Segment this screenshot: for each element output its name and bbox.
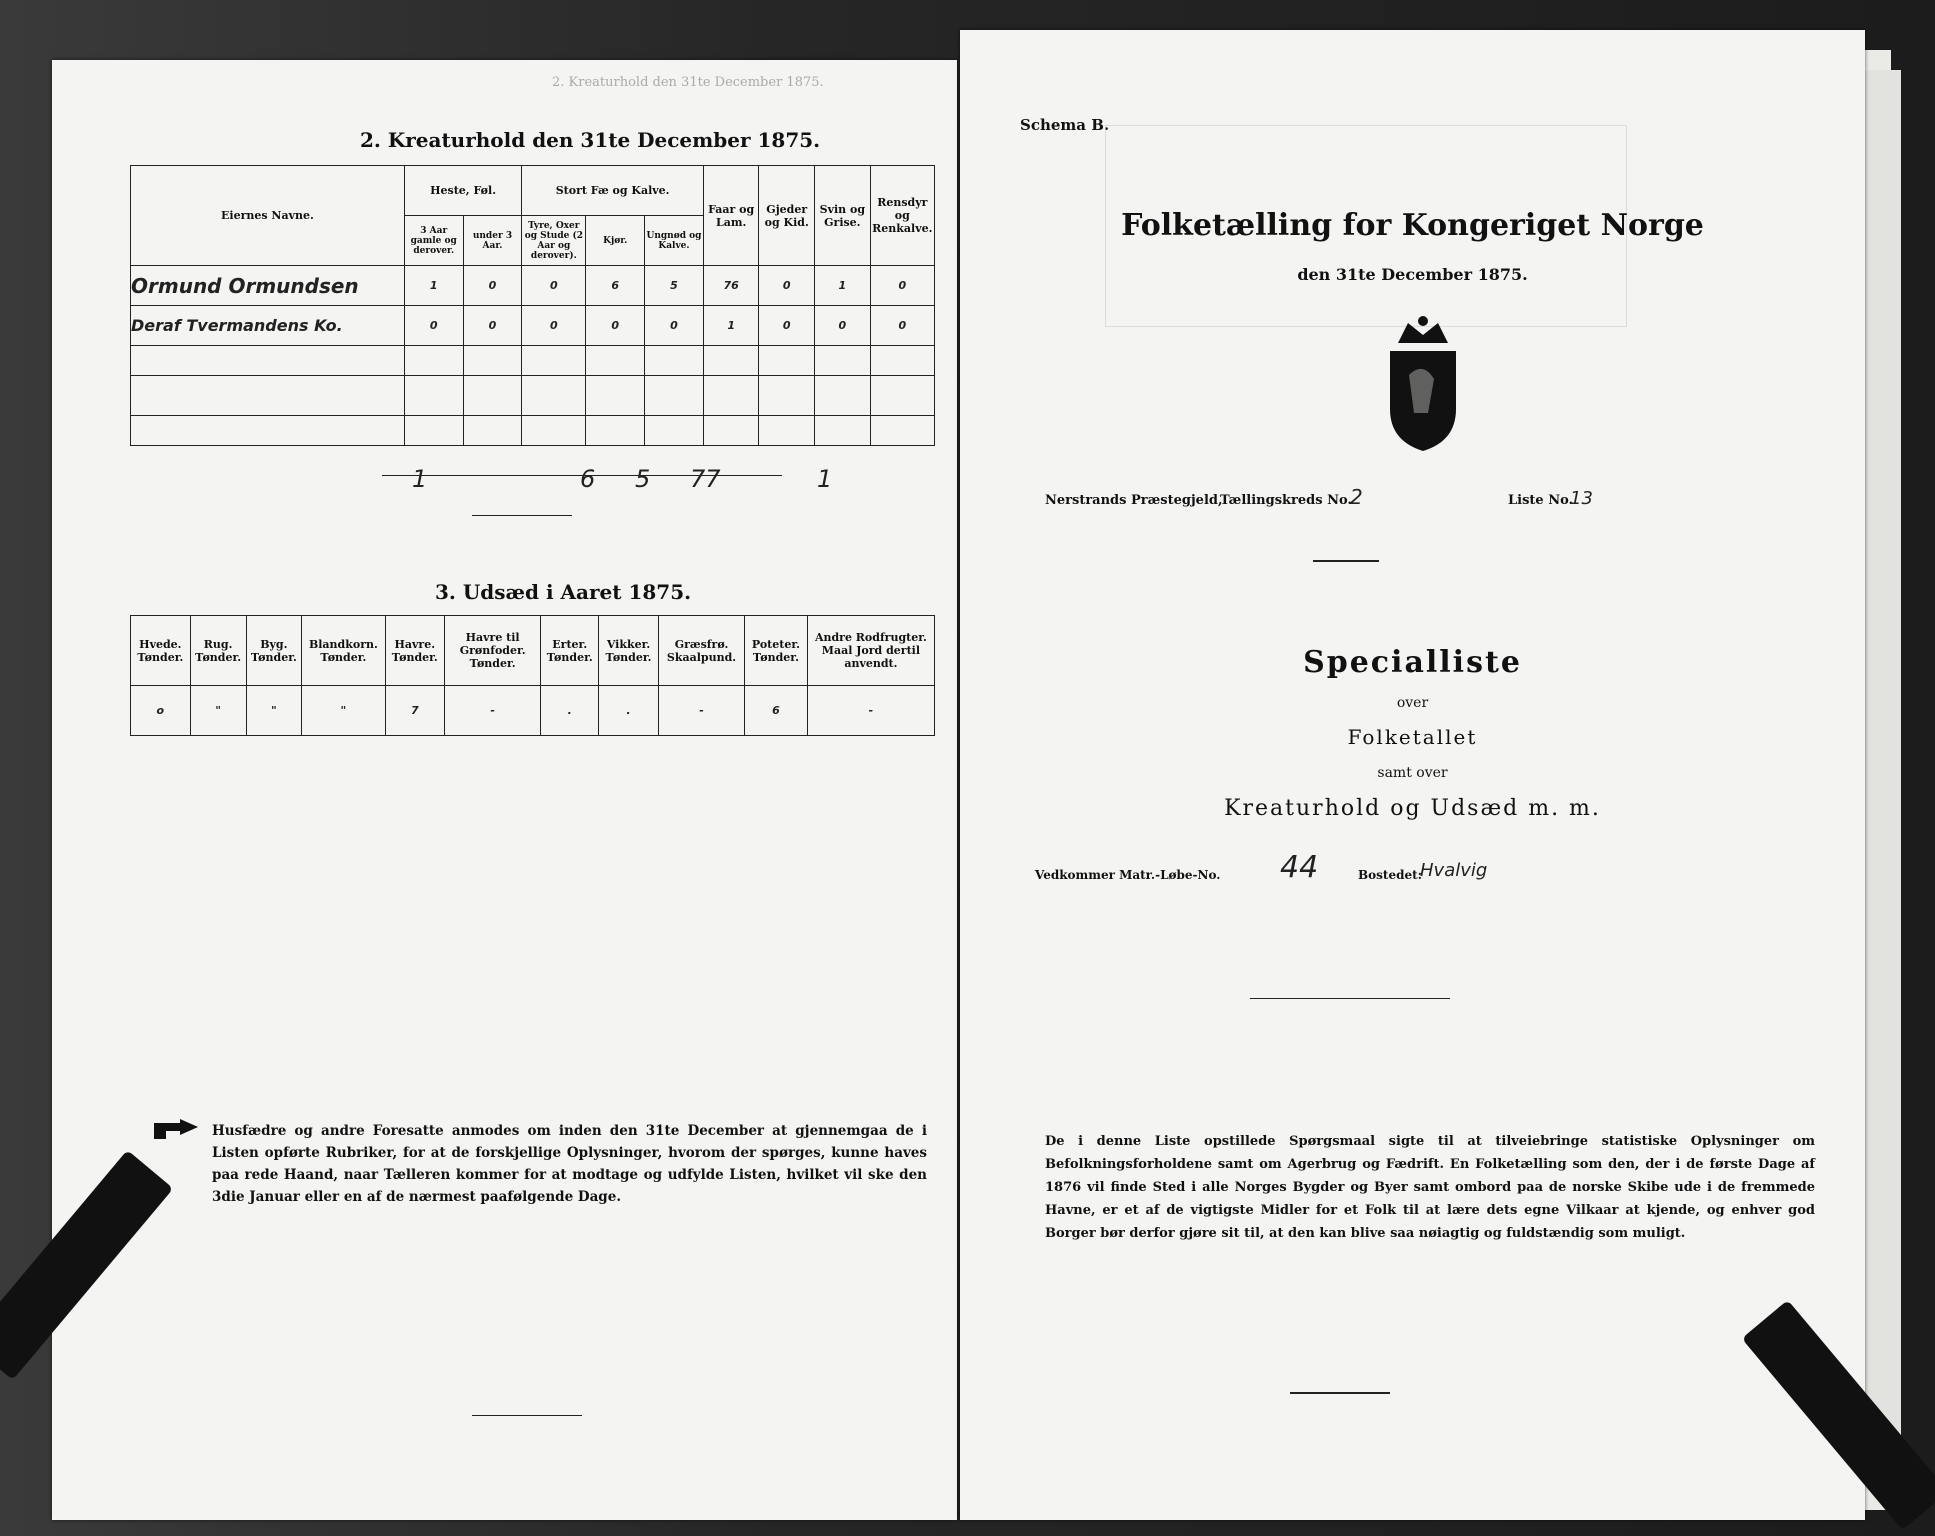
header-goats: Gjeder og Kid. — [759, 166, 815, 266]
cell-value: - — [659, 686, 745, 736]
table-row — [131, 686, 935, 736]
divider — [1290, 1392, 1390, 1394]
seed-header: Erter. Tønder. — [541, 616, 599, 686]
total-value: 1 — [817, 465, 833, 493]
header-young-cattle: Ungnød og Kalve. — [645, 216, 704, 266]
cell-value: 0 — [759, 306, 815, 346]
parish-label: Nerstrands Præstegjeld, — [1045, 493, 1223, 508]
seed-header: Havre. Tønder. — [385, 616, 444, 686]
cell-value: 0 — [870, 306, 934, 346]
kreaturhold-heading: Kreaturhold og Udsæd m. m. — [1224, 796, 1601, 821]
samt-over-text: samt over — [1377, 765, 1448, 781]
cell-value: 0 — [522, 306, 586, 346]
seed-header: Byg. Tønder. — [246, 616, 302, 686]
document-date: den 31te December 1875. — [1297, 265, 1528, 284]
seed-table — [130, 615, 935, 736]
seed-header: Havre til Grønfoder. Tønder. — [444, 616, 541, 686]
cell-value: 0 — [870, 266, 934, 306]
district-label: Tællingskreds No. — [1220, 493, 1352, 508]
header-bulls-oxen: Tyre, Oxer og Stude (2 Aar og derover). — [522, 216, 586, 266]
cell-value: 0 — [463, 306, 522, 346]
cell-value: 0 — [759, 266, 815, 306]
header-sheep: Faar og Lam. — [703, 166, 759, 266]
norwegian-coat-of-arms-icon — [1384, 313, 1462, 453]
header-horses: Heste, Føl. — [404, 166, 522, 216]
seed-header: Rug. Tønder. — [190, 616, 246, 686]
total-value: 6 — [580, 465, 596, 493]
cell-value: 1 — [815, 266, 871, 306]
divider — [472, 515, 572, 516]
cell-value: . — [599, 686, 659, 736]
cell-value: " — [302, 686, 386, 736]
livestock-table — [130, 165, 935, 446]
document-title: Folketælling for Kongeriget Norge — [1121, 208, 1704, 243]
table-row — [131, 266, 935, 306]
divider — [1313, 560, 1379, 562]
header-owner-names: Eiernes Navne. — [131, 166, 405, 266]
bosted-label: Bostedet: — [1358, 868, 1423, 882]
cell-value: . — [541, 686, 599, 736]
cell-value: 1 — [703, 306, 759, 346]
notice-text: Husfædre og andre Foresatte anmodes om inden den 31te December at gjennemgaa de i Listen opførte Rubriker, for at de forskjellige Oplysninger, hvorom der spørges, kunne haves paa rede Haand, naar Tælleren kommer for at modtage og udfylde Listen, hvilket vil ske den 3die Januar eller en af de nærmest paafølgende Dage. — [212, 1123, 927, 1205]
cell-value: 7 — [385, 686, 444, 736]
cell-value: 1 — [404, 266, 463, 306]
seed-header: Vikker. Tønder. — [599, 616, 659, 686]
cell-value: 0 — [404, 306, 463, 346]
cell-value: 76 — [703, 266, 759, 306]
header-horses-under3: under 3 Aar. — [463, 216, 522, 266]
seed-header: Andre Rodfrugter. Maal Jord dertil anvendt. — [807, 616, 934, 686]
schema-label: Schema B. — [1020, 116, 1110, 134]
owner-name: Ormund Ormundsen — [131, 266, 405, 306]
specialliste-heading: Specialliste — [1303, 645, 1522, 680]
cell-value: 0 — [645, 306, 704, 346]
seed-header: Poteter. Tønder. — [745, 616, 808, 686]
section-heading-livestock: 2. Kreaturhold den 31te December 1875. — [360, 128, 821, 152]
cell-value: - — [807, 686, 934, 736]
header-reindeer: Rensdyr og Renkalve. — [870, 166, 934, 266]
cell-value: - — [444, 686, 541, 736]
bleed-through-text: 2. Kreaturhold den 31te December 1875. — [552, 75, 824, 90]
matr-number: 44 — [1280, 850, 1319, 885]
cell-value: o — [131, 686, 191, 736]
header-horses-3yr: 3 Aar gamle og derover. — [404, 216, 463, 266]
pointing-hand-icon — [152, 1115, 202, 1145]
cell-value: 0 — [815, 306, 871, 346]
total-value: 5 — [635, 465, 651, 493]
cell-value: 6 — [586, 266, 645, 306]
owner-name: Deraf Tvermandens Ko. — [131, 306, 405, 346]
right-page — [960, 30, 1865, 1520]
cell-value: 5 — [645, 266, 704, 306]
district-number: 2 — [1350, 485, 1363, 509]
folketallet-heading: Folketallet — [1347, 725, 1478, 749]
liste-number: 13 — [1570, 488, 1593, 509]
total-value: 1 — [412, 465, 428, 493]
over-text: over — [1396, 695, 1429, 711]
cell-value: " — [246, 686, 302, 736]
divider — [1250, 998, 1450, 999]
header-pigs: Svin og Grise. — [815, 166, 871, 266]
cell-value: " — [190, 686, 246, 736]
seed-header: Hvede. Tønder. — [131, 616, 191, 686]
cell-value: 0 — [463, 266, 522, 306]
matr-label: Vedkommer Matr.-Løbe-No. — [1035, 868, 1221, 882]
footer-text: De i denne Liste opstillede Spørgsmaal sigte til at tilveiebringe statistiske Oplysninger om Befolkningsforholdene samt om Agerbrug og Fædrift. En Folketælling som den, der i de første Dage af 1876 vil finde Sted i alle Norges Bygder og Byer samt ombord paa de norske Skibe ude i de fremmede Havne, er et af de vigtigste Midler for et Folk til at lære dets egne Vilkaar at kjende, og enhver god Borger bør derfor gjøre sit til, at den kan blive saa nøiagtig og fuldstændig som muligt. — [1045, 1134, 1815, 1241]
cell-value: 0 — [522, 266, 586, 306]
cell-value: 0 — [586, 306, 645, 346]
section-heading-seed: 3. Udsæd i Aaret 1875. — [435, 580, 692, 604]
header-cattle: Stort Fæ og Kalve. — [522, 166, 704, 216]
seed-header: Græsfrø. Skaalpund. — [659, 616, 745, 686]
header-cows: Kjør. — [586, 216, 645, 266]
seed-header: Blandkorn. Tønder. — [302, 616, 386, 686]
bosted-value: Hvalvig — [1420, 860, 1488, 881]
liste-label: Liste No. — [1508, 493, 1574, 508]
left-page — [52, 60, 957, 1520]
cell-value: 6 — [745, 686, 808, 736]
total-value: 77 — [690, 465, 721, 493]
table-row — [131, 306, 935, 346]
divider — [472, 1415, 582, 1416]
